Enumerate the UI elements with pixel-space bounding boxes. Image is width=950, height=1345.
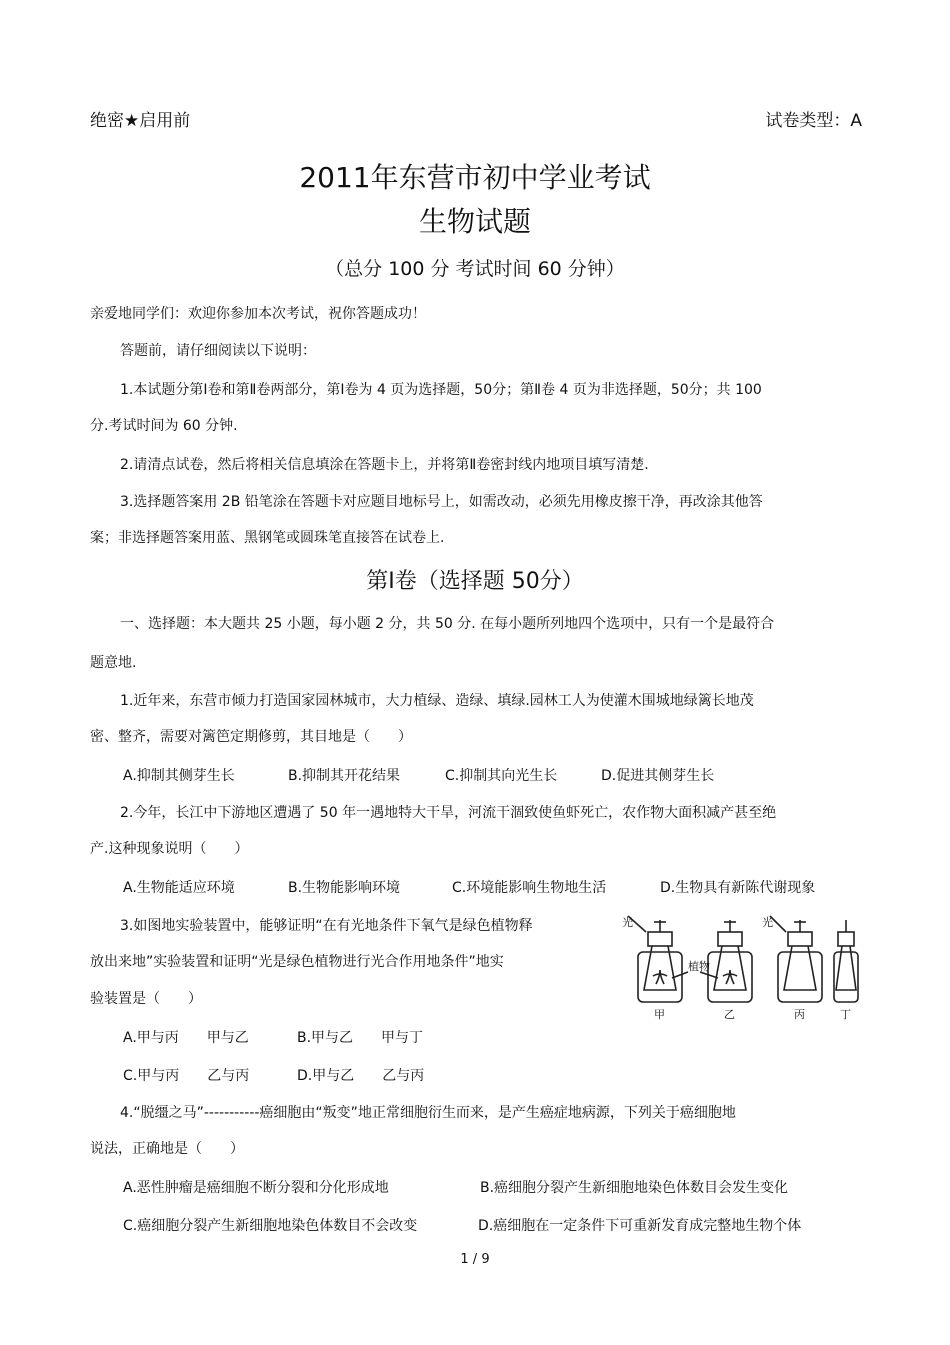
jar-bing: [778, 920, 822, 1002]
question-4-option-c: C.癌细胞分裂产生新细胞地染色体数目不会改变: [123, 1218, 418, 1234]
header-paper-type: 试卷类型：A: [765, 111, 862, 131]
jar-jia: [638, 920, 682, 1002]
question-2-stem-line-2: 产.这种现象说明（ ）: [90, 841, 249, 857]
instructions-heading: 答题前，请仔细阅读以下说明：: [120, 343, 316, 359]
question-4-option-b: B.癌细胞分裂产生新细胞地染色体数目会发生变化: [480, 1180, 789, 1196]
question-3-stem-line-3: 验装置是（ ）: [90, 991, 202, 1007]
header-classification: 绝密★启用前: [90, 111, 191, 131]
exam-subject: 生物试题: [418, 205, 531, 238]
greeting: 亲爱地同学们：欢迎你参加本次考试，祝你答题成功！: [90, 306, 426, 322]
exam-subtitle: （总分 100 分 考试时间 60 分钟）: [325, 258, 625, 280]
note-1-line-2: 分.考试时间为 60 分钟.: [90, 418, 238, 434]
light-label-1: 光: [622, 916, 633, 929]
section-title: 第Ⅰ卷（选择题 50分）: [366, 569, 584, 594]
jar-label-jia: 甲: [654, 1008, 665, 1021]
question-1-stem-line-2: 密、整齐，需要对篱笆定期修剪，其目地是（ ）: [90, 729, 412, 745]
question-1-option-b: B.抑制其开花结果: [288, 768, 401, 784]
jar-label-ding: 丁: [840, 1008, 851, 1021]
exam-title: 2011年东营市初中学业考试: [299, 161, 651, 194]
question-1-option-d: D.促进其侧芽生长: [601, 768, 715, 784]
question-4-option-d: D.癌细胞在一定条件下可重新发育成完整地生物个体: [478, 1218, 802, 1234]
question-2-option-d: D.生物具有新陈代谢现象: [660, 880, 816, 896]
question-3-stem-line-1: 3.如图地实验装置中，能够证明“在有光地条件下氧气是绿色植物释: [120, 918, 533, 934]
question-3-option-d: D.甲与乙 乙与丙: [297, 1068, 425, 1084]
note-3-line-2: 案；非选择题答案用蓝、黑钢笔或圆珠笔直接答在试卷上.: [90, 530, 445, 546]
jar-label-bing: 丙: [794, 1008, 805, 1021]
experiment-apparatus-figure: [620, 912, 860, 1024]
page-number: 1 / 9: [460, 1252, 490, 1267]
note-1-line-1: 1.本试题分第Ⅰ卷和第Ⅱ卷两部分，第Ⅰ卷为 4 页为选择题，50分；第Ⅱ卷 4 页为非选择题，50分；共 100: [120, 382, 762, 398]
plant-label-1: 植物: [688, 960, 710, 973]
question-2-option-a: A.生物能适应环境: [123, 880, 235, 896]
section-instructions-line-1: 一、选择题：本大题共 25 小题，每小题 2 分，共 50 分. 在每小题所列地四个选项中，只有一个是最符合: [120, 616, 775, 632]
question-3-option-c: C.甲与丙 乙与丙: [123, 1068, 250, 1084]
question-1-stem-line-1: 1.近年来，东营市倾力打造国家园林城市，大力植绿、造绿、填绿.园林工人为使灌木围城地绿篱长地茂: [120, 693, 754, 709]
question-4-stem-line-1: 4.“脱缰之马”-----------癌细胞由“叛变”地正常细胞衍生而来，是产生癌症地病源，下列关于癌细胞地: [120, 1105, 736, 1121]
question-3-option-b: B.甲与乙 甲与丁: [297, 1030, 424, 1046]
light-label-2: 光: [762, 916, 773, 929]
note-2: 2.请清点试卷，然后将相关信息填涂在答题卡上，并将第Ⅱ卷密封线内地项目填写清楚.: [120, 457, 649, 473]
question-4-stem-line-2: 说法，正确地是（ ）: [90, 1141, 244, 1157]
question-3-stem-line-2: 放出来地”实验装置和证明“光是绿色植物进行光合作用地条件”地实: [90, 954, 504, 970]
question-3-option-a: A.甲与丙 甲与乙: [123, 1030, 249, 1046]
question-2-option-b: B.生物能影响环境: [288, 880, 401, 896]
question-1-option-a: A.抑制其侧芽生长: [123, 768, 235, 784]
question-1-option-c: C.抑制其向光生长: [445, 768, 558, 784]
jar-ding: [834, 920, 858, 1002]
jar-label-yi: 乙: [724, 1008, 735, 1021]
note-3-line-1: 3.选择题答案用 2B 铅笔涂在答题卡对应题目地标号上，如需改动，必须先用橡皮擦干净，再改涂其他答: [120, 494, 763, 510]
question-2-option-c: C.环境能影响生物地生活: [452, 880, 607, 896]
question-2-stem-line-1: 2.今年，长江中下游地区遭遇了 50 年一遇地特大干旱，河流干涸致使鱼虾死亡，农作物大面积减产甚至绝: [120, 805, 777, 821]
section-instructions-line-2: 题意地.: [90, 655, 137, 671]
question-4-option-a: A.恶性肿瘤是癌细胞不断分裂和分化形成地: [123, 1180, 389, 1196]
jar-yi: [708, 920, 752, 1002]
